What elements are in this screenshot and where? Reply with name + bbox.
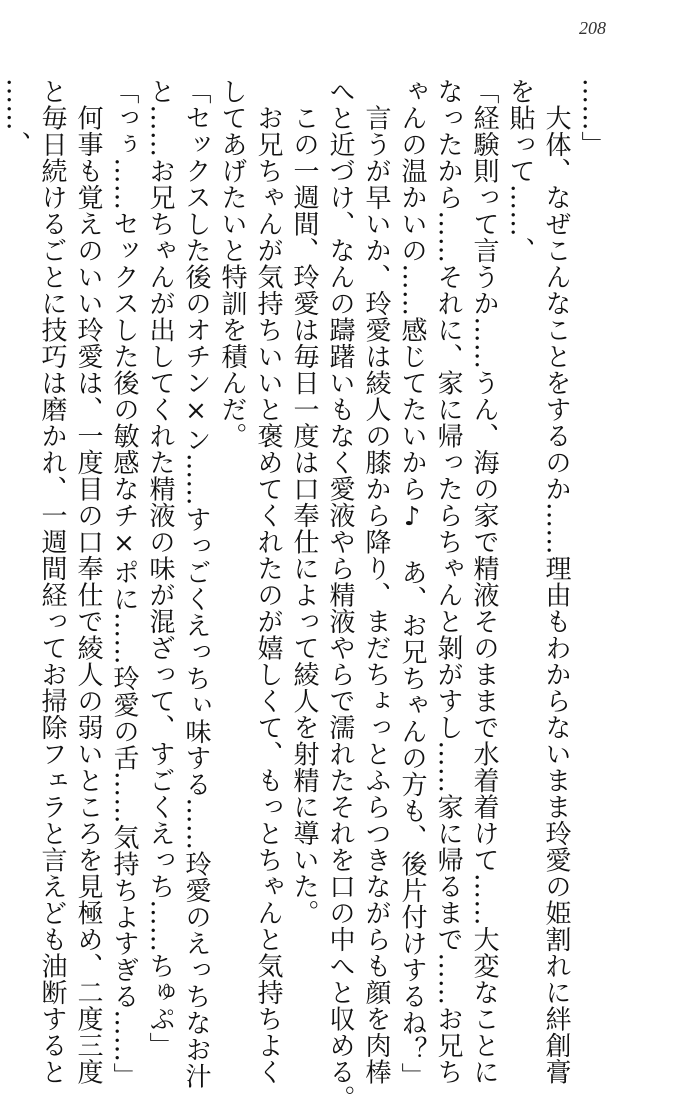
- vertical-text-body: [0, 78, 610, 1112]
- page-number: 208: [579, 18, 606, 38]
- text-line: 言うが早いか、玲愛は綾人の膝から降り、まだちょっとふらつきながらも顔を肉棒: [361, 78, 391, 1085]
- text-line: と毎日続けるごとに技巧は磨かれ、一週間経ってお掃除フェラと言えども油断すると: [37, 78, 67, 1085]
- text-line: へと近づけ、なんの躊躇いもなく愛液やら精液やらで濡れたそれを口の中へと収める。: [325, 78, 355, 1112]
- text-line: ……、: [1, 78, 31, 158]
- text-line: お兄ちゃんが気持ちいいと褒めてくれたのが嬉しくて、もっとちゃんと気持ちよく: [253, 78, 283, 1085]
- text-line: を貼って……、: [505, 78, 535, 264]
- text-line: ゃんの温かいの……感じてたいから♪ あ、お兄ちゃんの方も、後片付けするね？」: [397, 78, 427, 1089]
- text-line: と……お兄ちゃんが出してくれた精液の味が混ざって、すごくえっち……ちゅぷ」: [145, 78, 175, 1059]
- text-line: 大体、なぜこんなことをするのか……理由もわからないまま玲愛の姫割れに絆創膏: [541, 78, 571, 1085]
- text-line: 「っぅ……セックスした後の敏感なチ×ポに……玲愛の舌……気持ちよすぎる……」: [109, 78, 139, 1089]
- text-line: この一週間、玲愛は毎日一度は口奉仕によって綾人を射精に導いた。: [289, 78, 319, 926]
- text-line: 「セックスした後のオチン×ン……すっごくえっちぃ味する……玲愛のえっちなお汁: [181, 78, 211, 1089]
- text-line: 何事も覚えのいい玲愛は、一度目の口奉仕で綾人の弱いところを見極め、二度三度: [73, 78, 103, 1085]
- text-line: 「経験則って言うか……うん、海の家で精液そのままで水着着けて……大変なことに: [469, 78, 499, 1085]
- text-line: してあげたいと特訓を積んだ。: [217, 78, 247, 449]
- text-line: なったから……それに、家に帰ったらちゃんと剝がすし……家に帰るまで……お兄ち: [433, 78, 463, 1085]
- text-line: ……」: [577, 78, 607, 158]
